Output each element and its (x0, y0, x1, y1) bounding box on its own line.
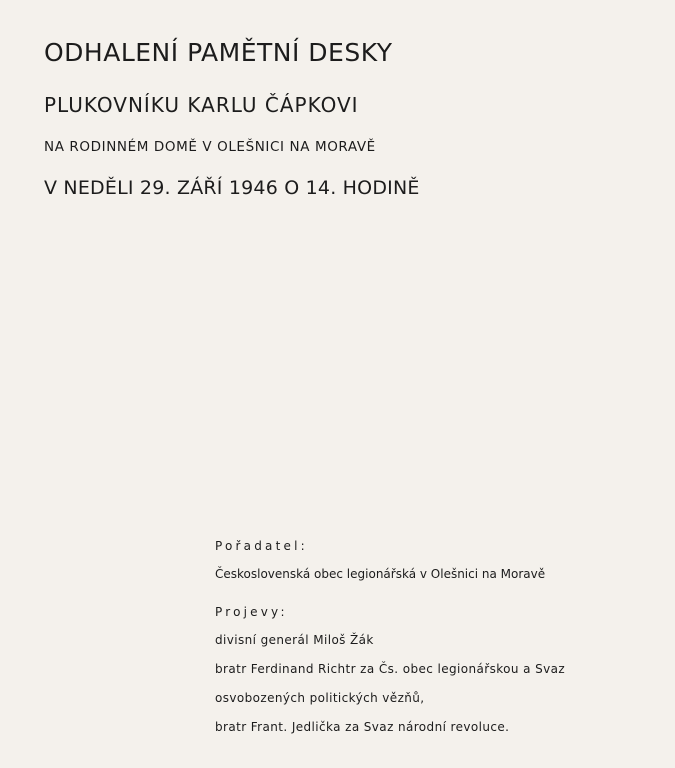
speeches-label: Projevy: (215, 605, 288, 619)
speech-item: osvobozených politických vězňů, (215, 691, 425, 705)
invitation-header (44, 38, 420, 199)
title: ODHALENÍ PAMĚTNÍ DESKY (44, 38, 393, 67)
location: NA RODINNÉM DOMĚ V OLEŠNICI NA MORAVĚ (44, 139, 376, 155)
subtitle: PLUKOVNÍKU KARLU ČÁPKOVI (44, 93, 359, 117)
organizer-name: Československá obec legionářská v Olešnici na Moravě (215, 567, 546, 581)
speech-item: divisní generál Miloš Žák (215, 633, 374, 647)
speech-item: bratr Frant. Jedlička za Svaz národní revoluce. (215, 720, 510, 734)
organizer-label: Pořadatel: (215, 539, 308, 553)
speech-item: bratr Ferdinand Richtr za Čs. obec legionářskou a Svaz (215, 662, 566, 676)
date-time: V NEDĚLI 29. ZÁŘÍ 1946 O 14. HODINĚ (44, 177, 420, 199)
